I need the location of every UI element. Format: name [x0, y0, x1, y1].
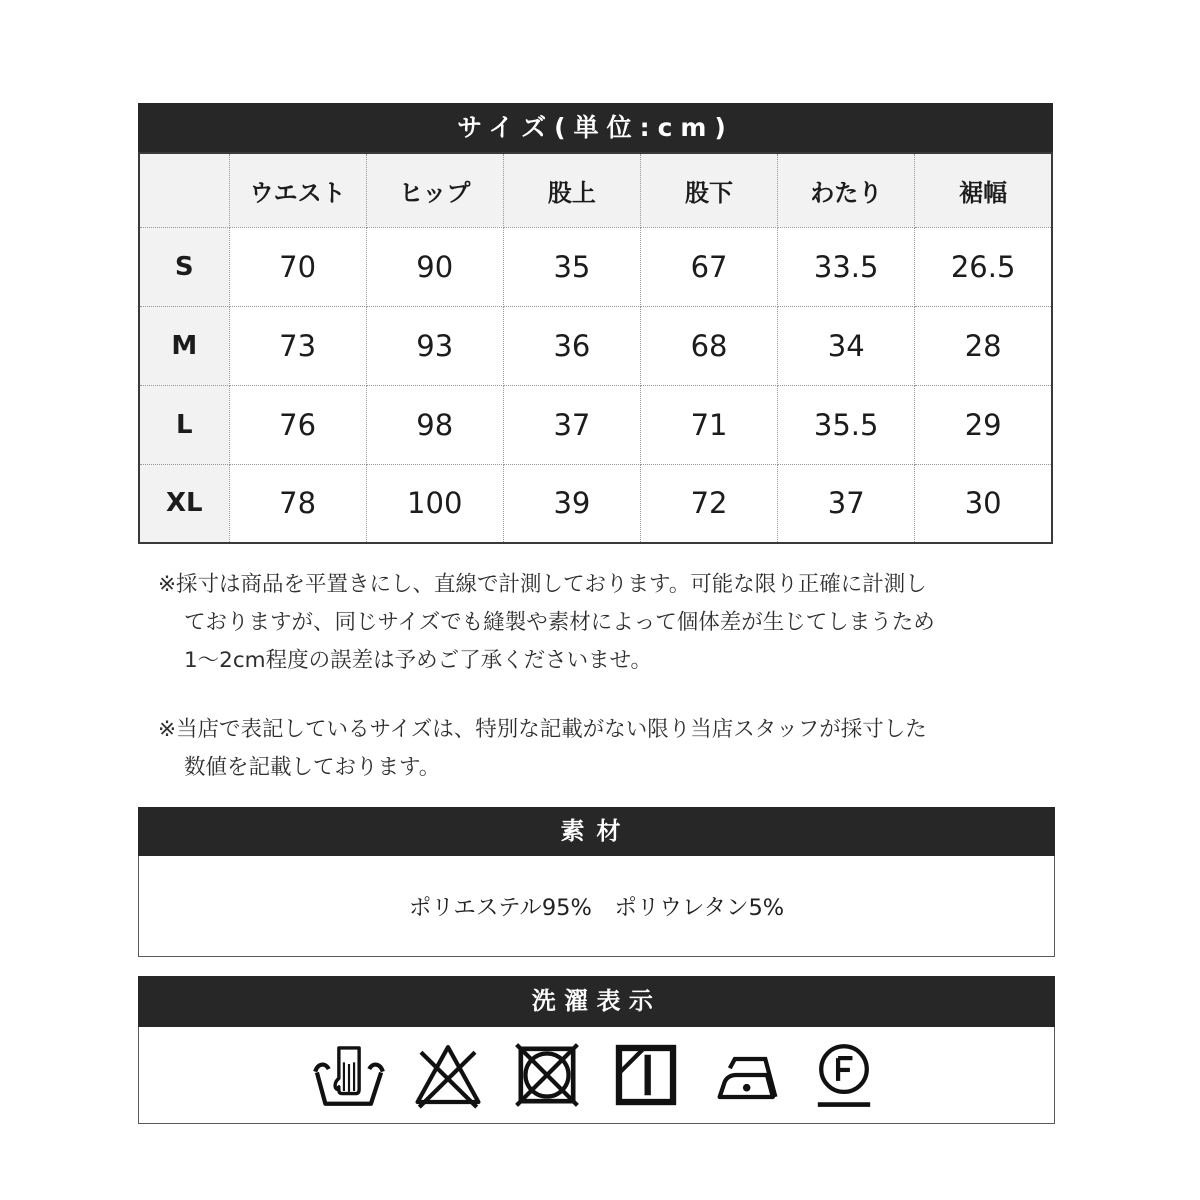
cell: 98: [366, 385, 503, 464]
cell: 30: [915, 464, 1052, 543]
material-section: [138, 807, 1055, 957]
table-row: [139, 385, 1052, 464]
cell: 26.5: [915, 227, 1052, 306]
cell: 78: [229, 464, 366, 543]
cell: 34: [778, 306, 915, 385]
line-dry-in-shade-icon: [608, 1037, 684, 1113]
cell: 37: [503, 385, 640, 464]
cell: 35.5: [778, 385, 915, 464]
cell: 36: [503, 306, 640, 385]
note-line: ておりますが、同じサイズでも縫製や素材によって個体差が生じてしまうため: [184, 610, 935, 635]
col-header-hem: 裾幅: [915, 153, 1052, 227]
table-row: [139, 306, 1052, 385]
note-line: ※当店で表記しているサイズは、特別な記載がない限り当店スタッフが採寸した: [158, 717, 927, 742]
cell: 93: [366, 306, 503, 385]
hand-wash-icon: [311, 1037, 387, 1113]
size-label: S: [139, 227, 229, 306]
size-label: M: [139, 306, 229, 385]
cell: 76: [229, 385, 366, 464]
col-header-rise: 股上: [503, 153, 640, 227]
cell: 67: [640, 227, 777, 306]
size-table-header-row: [139, 153, 1052, 227]
cell: 72: [640, 464, 777, 543]
col-header-inseam: 股下: [640, 153, 777, 227]
material-composition: ポリエステル95% ポリウレタン5%: [408, 895, 785, 921]
size-chart: [138, 103, 1053, 544]
care-section-title: 洗濯表示: [138, 976, 1055, 1027]
note-line: 1〜2cm程度の誤差は予めご了承くださいませ。: [184, 648, 652, 673]
do-not-bleach-icon: [410, 1037, 486, 1113]
dry-clean-petroleum-gentle-icon: [806, 1037, 882, 1113]
cell: 70: [229, 227, 366, 306]
note-line: ※採寸は商品を平置きにし、直線で計測しております。可能な限り正確に計測し: [158, 572, 927, 597]
do-not-tumble-dry-icon: [509, 1037, 585, 1113]
cell: 35: [503, 227, 640, 306]
cell: 39: [503, 464, 640, 543]
care-label-section: [138, 976, 1055, 1124]
corner-cell: [139, 153, 229, 227]
cell: 100: [366, 464, 503, 543]
size-label: XL: [139, 464, 229, 543]
care-symbols-row: [139, 1027, 1054, 1123]
staff-measured-note: [158, 711, 988, 787]
table-row: [139, 464, 1052, 543]
cell: 28: [915, 306, 1052, 385]
cell: 37: [778, 464, 915, 543]
cell: 33.5: [778, 227, 915, 306]
cell: 68: [640, 306, 777, 385]
table-row: [139, 227, 1052, 306]
size-chart-title: サイズ(単位:cm): [138, 103, 1053, 152]
cell: 71: [640, 385, 777, 464]
material-section-title: 素材: [138, 807, 1055, 856]
col-header-thigh: わたり: [778, 153, 915, 227]
iron-low-heat-icon: [707, 1037, 783, 1113]
cell: 73: [229, 306, 366, 385]
col-header-waist: ウエスト: [229, 153, 366, 227]
size-table: [138, 152, 1053, 544]
measurement-note: [158, 566, 988, 680]
cell: 29: [915, 385, 1052, 464]
cell: 90: [366, 227, 503, 306]
size-label: L: [139, 385, 229, 464]
col-header-hip: ヒップ: [366, 153, 503, 227]
note-line: 数値を記載しております。: [184, 755, 441, 780]
